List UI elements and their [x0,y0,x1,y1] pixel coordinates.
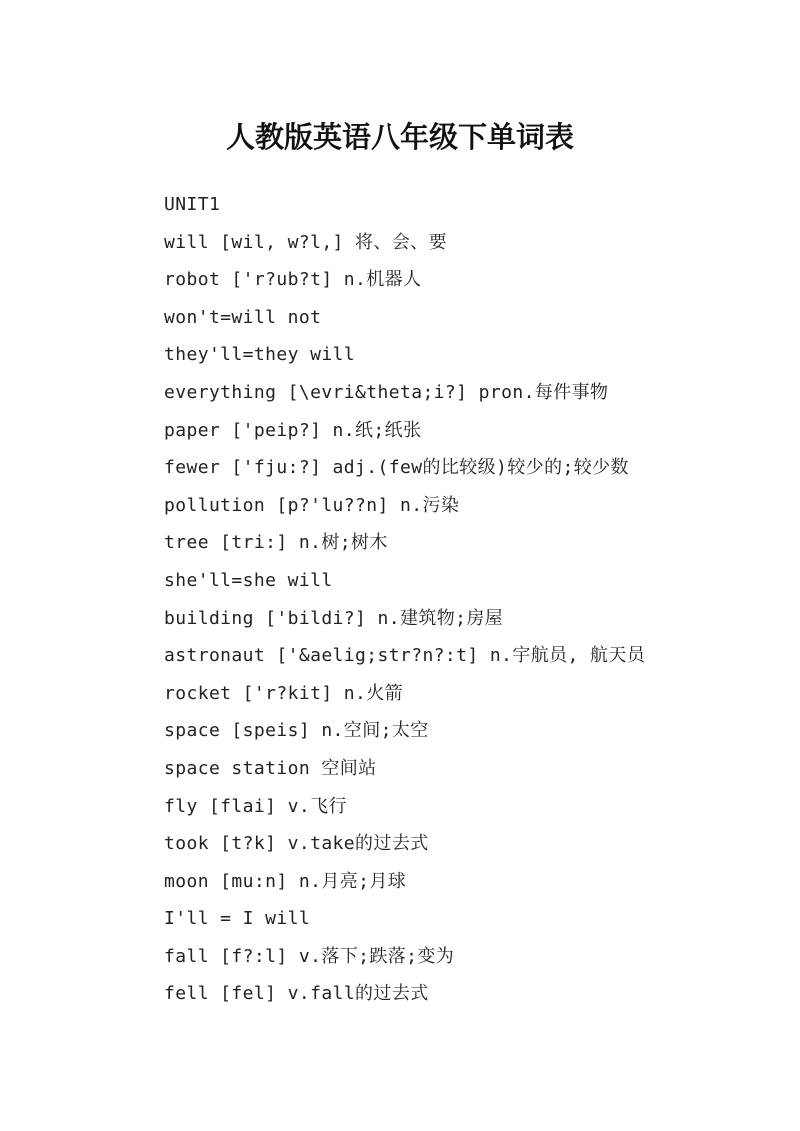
word-entry: fly [flai] v.飞行 [164,795,347,817]
word-list [164,186,764,1013]
word-entry: space station 空间站 [164,757,377,779]
word-entry: space [speis] n.空间;太空 [164,720,429,742]
word-entry: building ['bildi?] n.建筑物;房屋 [164,607,504,629]
word-entry: everything [\evri&theta;i?] pron.每件事物 [164,381,609,403]
word-entry: they'll=they will [164,344,356,366]
word-entry: fall [f?:l] v.落下;跌落;变为 [164,945,455,967]
word-entry: she'll=she will [164,569,333,591]
word-entry: fewer ['fju:?] adj.(few的比较级)较少的;较少数 [164,457,629,479]
word-entry: paper ['peip?] n.纸;纸张 [164,419,422,441]
word-entry: astronaut ['&aelig;str?n?:t] n.宇航员, 航天员 [164,645,646,667]
word-entry: tree [tri:] n.树;树木 [164,532,388,554]
word-entry: robot ['r?ub?t] n.机器人 [164,269,422,291]
word-entry: won't=will not [164,306,322,328]
unit-heading: UNIT1 [164,194,221,215]
word-entry: will [wil, w?l,] 将、会、要 [164,231,448,253]
word-entry: fell [fel] v.fall的过去式 [164,983,429,1005]
word-entry: took [t?k] v.take的过去式 [164,833,429,855]
word-entry: pollution [p?'lu??n] n.污染 [164,494,460,516]
word-entry: I'll = I will [164,908,311,930]
word-entry: rocket ['r?kit] n.火箭 [164,682,404,704]
word-entry: moon [mu:n] n.月亮;月球 [164,870,407,892]
page-title: 人教版英语八年级下单词表 [225,120,574,155]
